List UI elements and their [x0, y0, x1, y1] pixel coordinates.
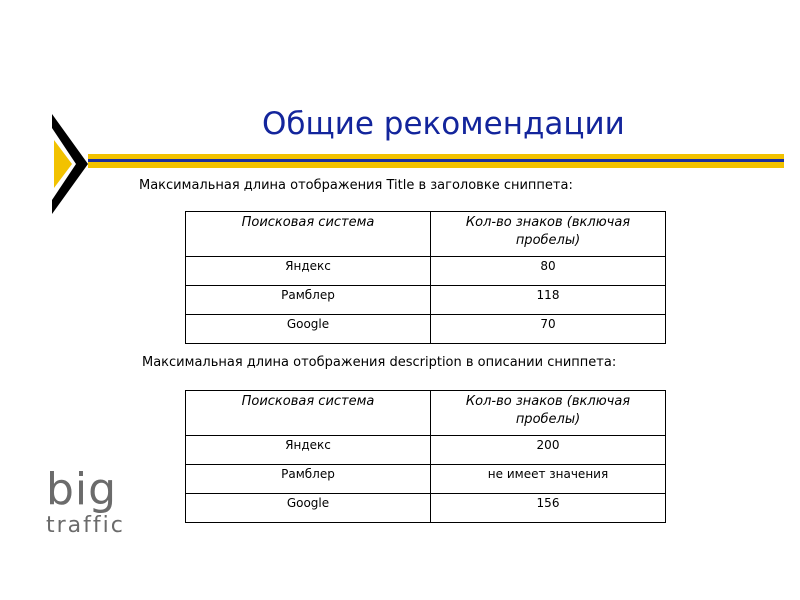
table-row [186, 494, 666, 523]
logo-word-traffic: traffic [46, 513, 125, 538]
table-header-row [186, 391, 666, 436]
table-row [186, 286, 666, 315]
title-length-table [185, 211, 666, 344]
engine-name-cell: Яндекс [186, 436, 431, 465]
table-row [186, 257, 666, 286]
char-count-cell: 80 [431, 257, 666, 286]
header-search-engine: Поисковая система [186, 212, 431, 257]
decorative-title-bar [88, 154, 784, 170]
title-table-caption: Максимальная длина отображения Title в заголовке сниппета: [139, 178, 573, 193]
header-search-engine: Поисковая система [186, 391, 431, 436]
char-count-cell: 70 [431, 315, 666, 344]
table-row [186, 436, 666, 465]
header-char-count: Кол-во знаков (включая пробелы) [431, 212, 666, 257]
slide-title: Общие рекомендации [262, 106, 625, 142]
char-count-cell: 200 [431, 436, 666, 465]
engine-name-cell: Рамблер [186, 286, 431, 315]
description-length-table [185, 390, 666, 523]
engine-name-cell: Google [186, 494, 431, 523]
engine-name-cell: Яндекс [186, 257, 431, 286]
logo-word-big: big [46, 464, 118, 515]
description-table-caption: Максимальная длина отображения description в описании сниппета: [142, 355, 617, 370]
table-header-row [186, 212, 666, 257]
char-count-cell: не имеет значения [431, 465, 666, 494]
char-count-cell: 156 [431, 494, 666, 523]
char-count-cell: 118 [431, 286, 666, 315]
table-row [186, 465, 666, 494]
engine-name-cell: Рамблер [186, 465, 431, 494]
bigtraffic-logo [46, 464, 125, 538]
engine-name-cell: Google [186, 315, 431, 344]
header-char-count: Кол-во знаков (включая пробелы) [431, 391, 666, 436]
table-row [186, 315, 666, 344]
